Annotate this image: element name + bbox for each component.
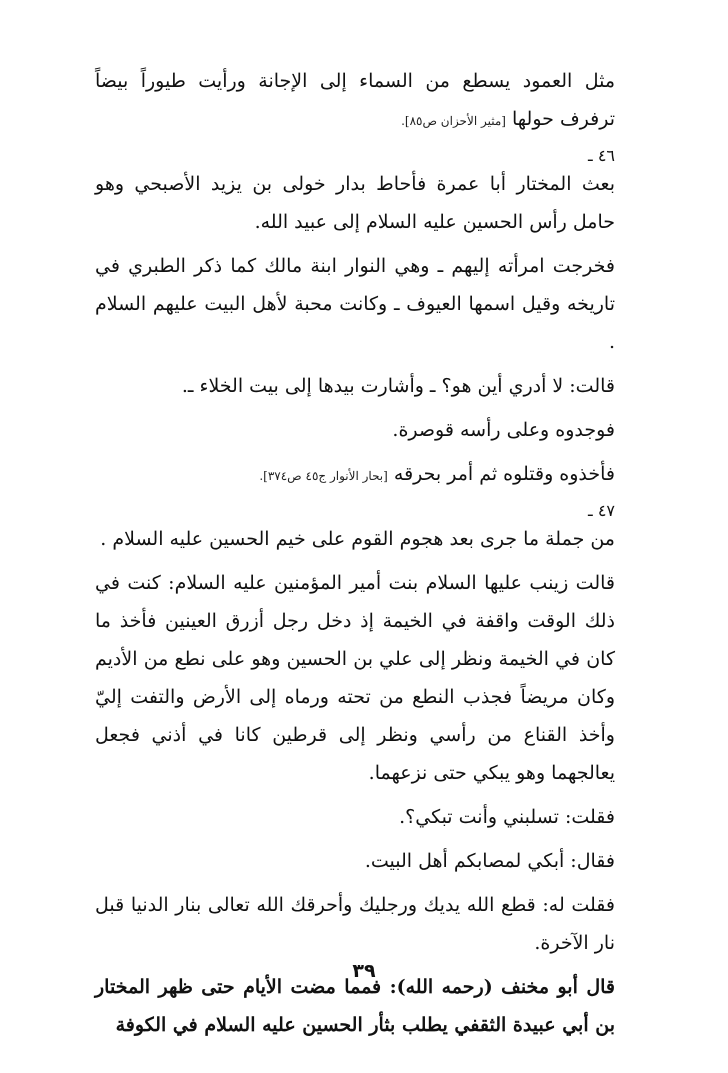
paragraph-text: فأخذوه وقتلوه ثم أمر بحرقه <box>393 463 615 485</box>
paragraph: قال أبو مخنف (رحمه الله): فمما مضت الأيام حتى ظهر المختار بن أبي عبيدة الثقفي يطلب بثأر الحسين عليه السلام في الكوفة <box>95 976 615 1036</box>
paragraph: فخرجت امرأته إليهم ـ وهي النوار ابنة مالك كما ذكر الطبري في تاريخه وقيل اسمها العيوف ـ وكانت محبة لأهل البيت عليهم السلام . <box>95 255 615 353</box>
paragraph-continuation <box>95 62 615 140</box>
reference-citation: [مثير الأحزان ص٨٥]. <box>401 114 506 128</box>
line-text: حولها <box>512 108 554 130</box>
reference-citation: [بحار الأنوار ج٤٥ ص٣٧٤]. <box>259 469 388 483</box>
paragraph: فقال: أبكي لمصابكم أهل البيت. <box>364 850 615 872</box>
numbered-entry-46 <box>95 146 615 241</box>
line-text: مثل العمود يسطع من السماء إلى الإجانة ورأيت طيوراً بيضاً ترفرف <box>95 70 615 130</box>
paragraph: فقلت: تسلبني وأنت تبكي؟. <box>399 806 615 828</box>
paragraph: فوجدوه وعلى رأسه قوصرة. <box>392 419 615 441</box>
paragraph: قالت زينب عليها السلام بنت أمير المؤمنين عليه السلام: كنت في ذلك الوقت واقفة في الخيمة إذ دخل رجل أزرق العينين فأخذ ما كان في الخيمة ونظر إلى علي بن الحسين وهو على نطع من الأديم وكان مريضاً فجذب النطع من تحته ورماه إلى الأرض والتفت إليّ وأخذ القناع من رأسي ونظر إلى قرطين كانا في أذني فجعل يعالجهما وهو يبكي حتى نزعهما. <box>95 572 615 784</box>
page-number: ٣٩ <box>352 960 376 982</box>
entry-text: من جملة ما جرى بعد هجوم القوم على خيم الحسين عليه السلام . <box>100 528 615 550</box>
paragraph: فقلت له: قطع الله يديك ورجليك وأحرقك الله تعالى بنار الدنيا قبل نار الآخرة. <box>95 894 615 954</box>
document-body <box>95 62 615 1044</box>
paragraph: قالت: لا أدري أين هو؟ ـ وأشارت بيدها إلى بيت الخلاء ـ. <box>181 375 615 397</box>
entry-number: ٤٧ ـ <box>588 501 615 520</box>
paragraph <box>95 455 615 495</box>
entry-number: ٤٦ ـ <box>588 146 615 165</box>
numbered-entry-47 <box>95 501 615 558</box>
entry-text: بعث المختار أبا عمرة فأحاط بدار خولى بن يزيد الأصبحي وهو حامل رأس الحسين عليه السلام إلى عبيد الله. <box>95 173 615 233</box>
